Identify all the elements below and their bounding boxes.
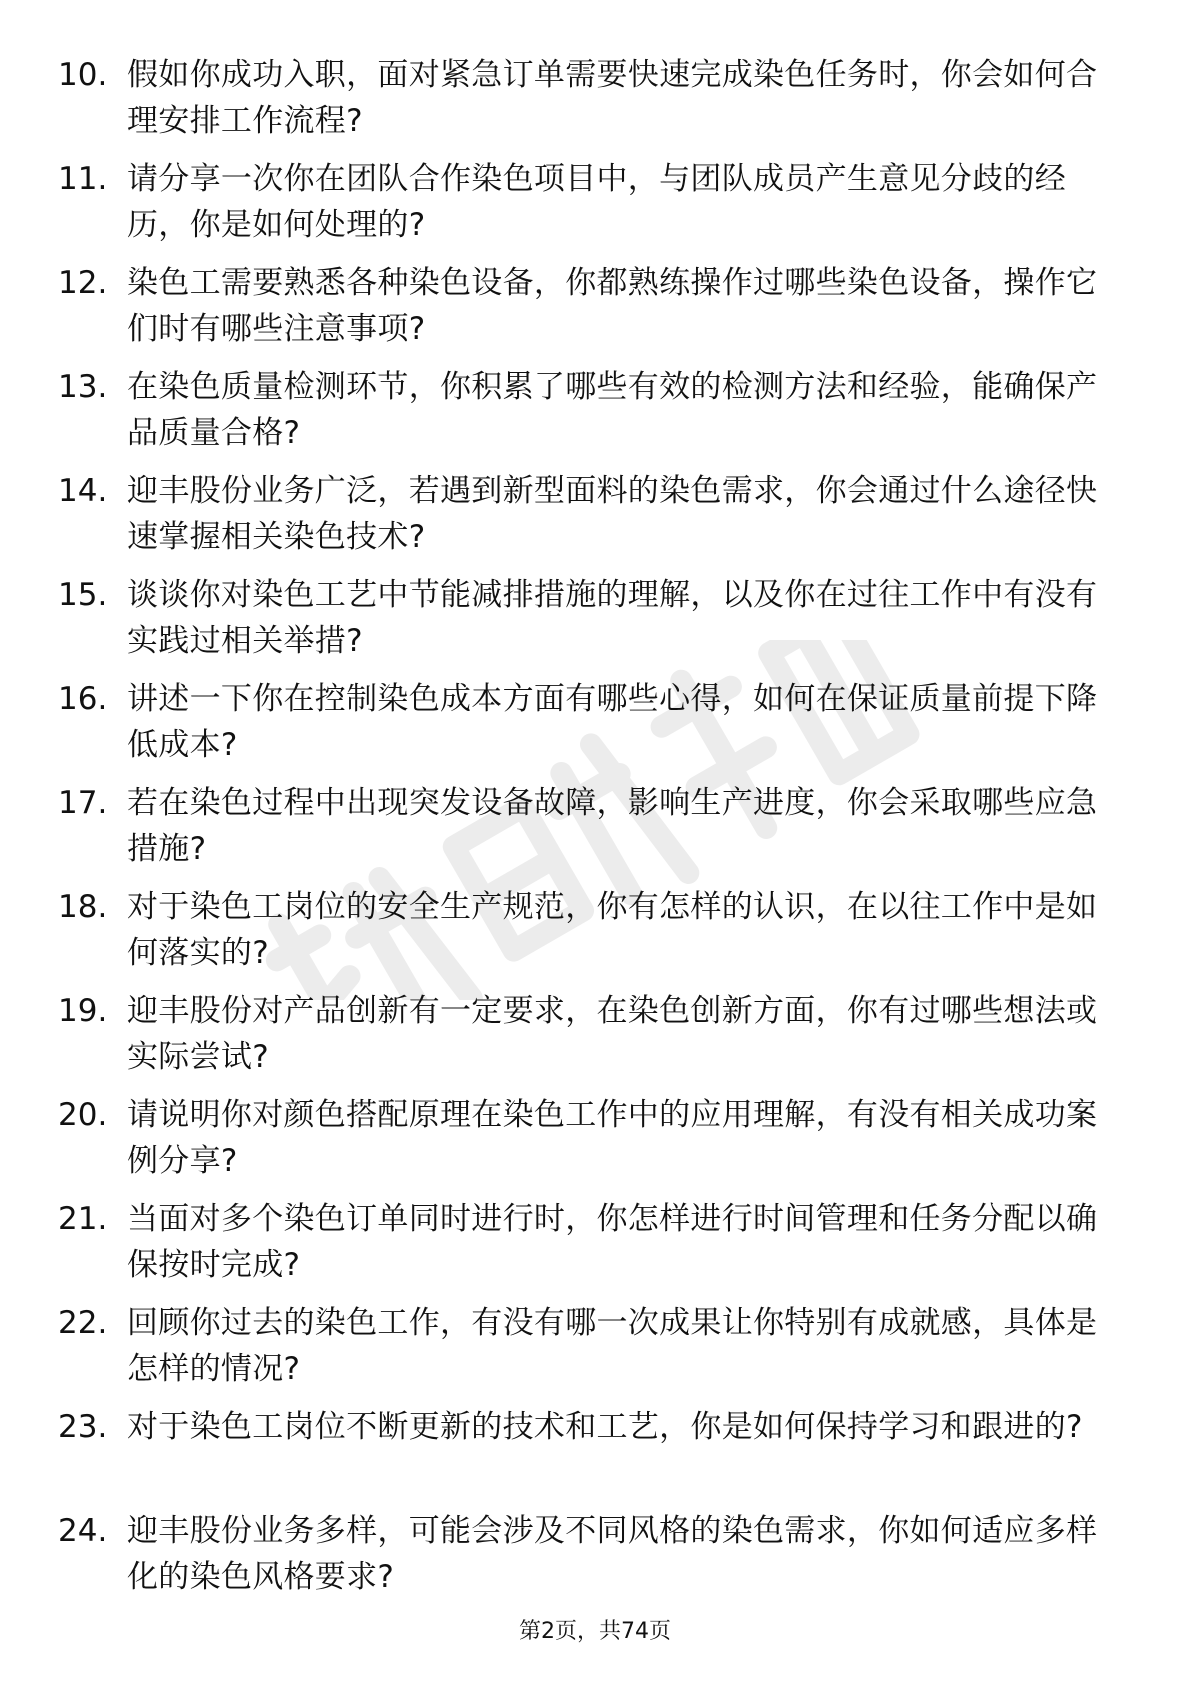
- question-list: [58, 52, 1118, 1612]
- question-text: 若在染色过程中出现突发设备故障，影响生产进度，你会采取哪些应急措施?: [127, 785, 1098, 867]
- question-item: [58, 1300, 1118, 1404]
- question-item: [58, 468, 1118, 572]
- question-text: 谈谈你对染色工艺中节能减排措施的理解，以及你在过往工作中有没有实践过相关举措?: [127, 577, 1098, 659]
- question-number: 10.: [58, 57, 108, 93]
- question-number: 21.: [58, 1201, 108, 1237]
- question-text: 对于染色工岗位的安全生产规范，你有怎样的认识，在以往工作中是如何落实的?: [127, 889, 1098, 971]
- question-text: 假如你成功入职，面对紧急订单需要快速完成染色任务时，你会如何合理安排工作流程?: [127, 57, 1098, 139]
- question-text: 在染色质量检测环节，你积累了哪些有效的检测方法和经验，能确保产品质量合格?: [127, 369, 1098, 451]
- question-number: 19.: [58, 993, 108, 1029]
- question-number: 12.: [58, 265, 108, 301]
- question-item: [58, 1508, 1118, 1612]
- question-item: [58, 572, 1118, 676]
- question-number: 13.: [58, 369, 108, 405]
- question-number: 23.: [58, 1409, 108, 1445]
- question-item: [58, 988, 1118, 1092]
- question-text: 请说明你对颜色搭配原理在染色工作中的应用理解，有没有相关成功案例分享?: [127, 1097, 1098, 1179]
- question-text: 染色工需要熟悉各种染色设备，你都熟练操作过哪些染色设备，操作它们时有哪些注意事项?: [127, 265, 1098, 347]
- question-text: 请分享一次你在团队合作染色项目中，与团队成员产生意见分歧的经历，你是如何处理的?: [127, 161, 1066, 243]
- question-item: [58, 884, 1118, 988]
- question-text: 回顾你过去的染色工作，有没有哪一次成果让你特别有成就感，具体是怎样的情况?: [127, 1305, 1098, 1387]
- question-number: 14.: [58, 473, 108, 509]
- question-item: [58, 156, 1118, 260]
- question-item: [58, 1092, 1118, 1196]
- page-indicator: 第2页，共74页: [519, 1619, 671, 1644]
- question-number: 22.: [58, 1305, 108, 1341]
- question-item: [58, 1196, 1118, 1300]
- question-number: 16.: [58, 681, 108, 717]
- question-item: [58, 260, 1118, 364]
- question-number: 17.: [58, 785, 108, 821]
- question-item: [58, 676, 1118, 780]
- question-text: 当面对多个染色订单同时进行时，你怎样进行时间管理和任务分配以确保按时完成?: [127, 1201, 1098, 1283]
- question-item: [58, 1404, 1118, 1508]
- question-number: 18.: [58, 889, 108, 925]
- page-footer: [0, 1617, 1190, 1647]
- question-text: 讲述一下你在控制染色成本方面有哪些心得，如何在保证质量前提下降低成本?: [127, 681, 1098, 763]
- question-text: 迎丰股份业务广泛，若遇到新型面料的染色需求，你会通过什么途径快速掌握相关染色技术?: [127, 473, 1098, 555]
- question-text: 迎丰股份对产品创新有一定要求，在染色创新方面，你有过哪些想法或实际尝试?: [127, 993, 1098, 1075]
- question-text: 对于染色工岗位不断更新的技术和工艺，你是如何保持学习和跟进的?: [127, 1409, 1083, 1445]
- question-number: 11.: [58, 161, 108, 197]
- question-text: 迎丰股份业务多样，可能会涉及不同风格的染色需求，你如何适应多样化的染色风格要求?: [127, 1513, 1098, 1595]
- question-number: 15.: [58, 577, 108, 613]
- question-item: [58, 52, 1118, 156]
- question-item: [58, 364, 1118, 468]
- question-number: 24.: [58, 1513, 108, 1549]
- question-item: [58, 780, 1118, 884]
- question-number: 20.: [58, 1097, 108, 1133]
